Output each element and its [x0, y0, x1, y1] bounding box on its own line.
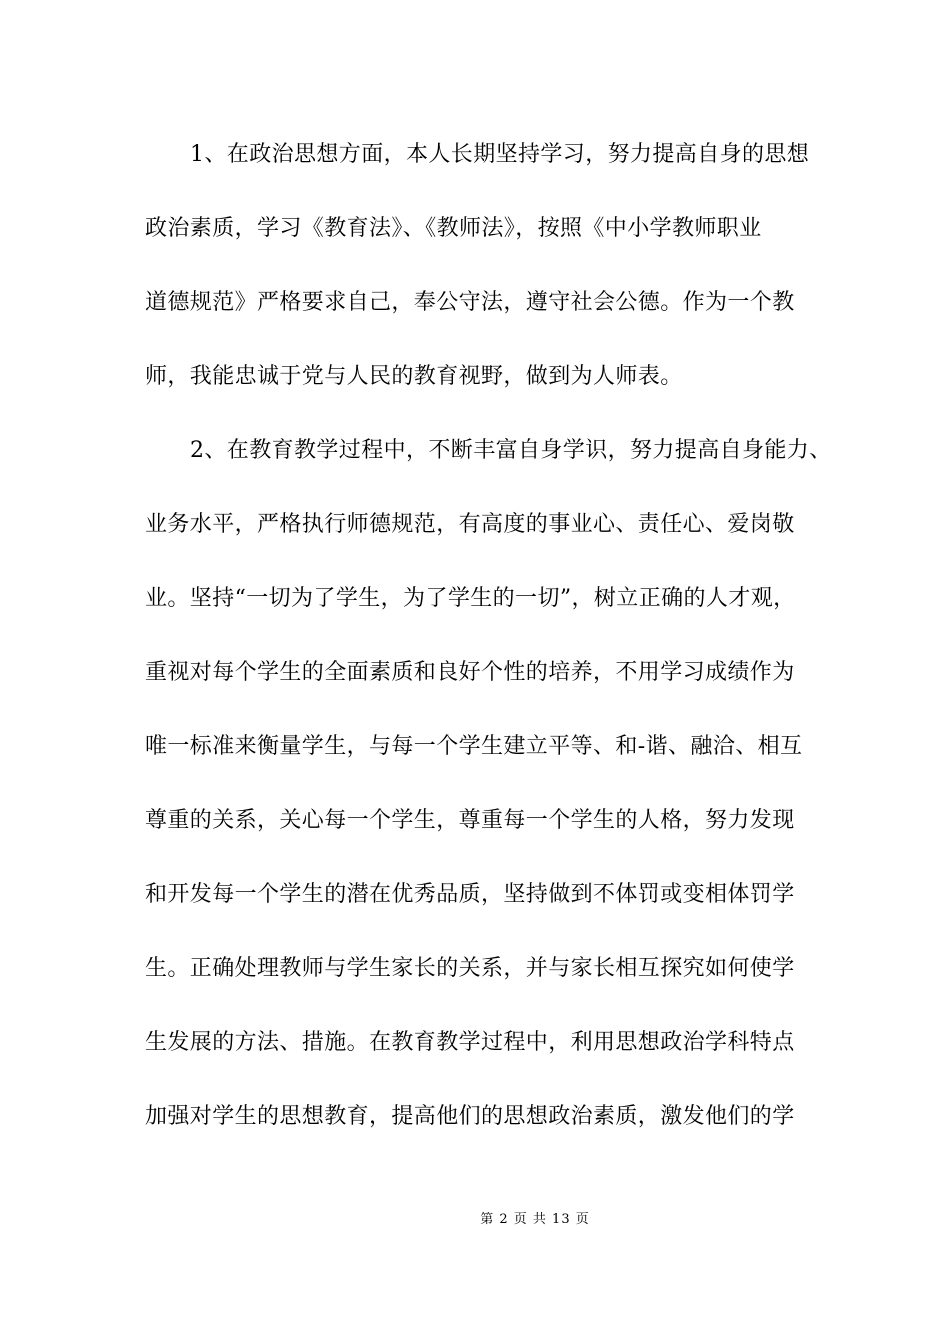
paragraph-1-line-1: 1、在政治思想方面，本人长期坚持学习，努力提高自身的思想 [190, 142, 810, 167]
paragraph-2-line-9: 生发展的方法、措施。在教育教学过程中，利用思想政治学科特点 [145, 1030, 795, 1055]
page-number-footer: 第 2 页 共 13 页 [480, 1212, 590, 1227]
paragraph-2-line-7: 和开发每一个学生的潜在优秀品质，坚持做到不体罚或变相体罚学 [145, 882, 795, 907]
paragraph-2-line-10: 加强对学生的思想教育，提高他们的思想政治素质，激发他们的学 [145, 1104, 795, 1129]
paragraph-2-line-8: 生。正确处理教师与学生家长的关系，并与家长相互探究如何使学 [145, 956, 795, 981]
paragraph-2-line-3: 业。坚持“一切为了学生，为了学生的一切”，树立正确的人才观， [145, 586, 796, 611]
paragraph-1-line-3: 道德规范》严格要求自己，奉公守法，遵守社会公德。作为一个教 [145, 290, 795, 315]
paragraph-2-line-4: 重视对每个学生的全面素质和良好个性的培养，不用学习成绩作为 [145, 660, 795, 685]
paragraph-2-line-2: 业务水平，严格执行师德规范，有高度的事业心、责任心、爱岗敬 [145, 512, 795, 537]
paragraph-1-line-4: 师，我能忠诚于党与人民的教育视野，做到为人师表。 [145, 364, 683, 389]
paragraph-2-line-6: 尊重的关系，关心每一个学生，尊重每一个学生的人格，努力发现 [145, 808, 795, 833]
paragraph-1-line-2: 政治素质，学习《教育法》、《教师法》，按照《中小学教师职业 [145, 216, 762, 241]
paragraph-2-line-5: 唯一标准来衡量学生，与每一个学生建立平等、和-谐、融洽、相互 [145, 734, 803, 759]
paragraph-2-line-1: 2、在教育教学过程中，不断丰富自身学识，努力提高自身能力、 [190, 438, 832, 463]
